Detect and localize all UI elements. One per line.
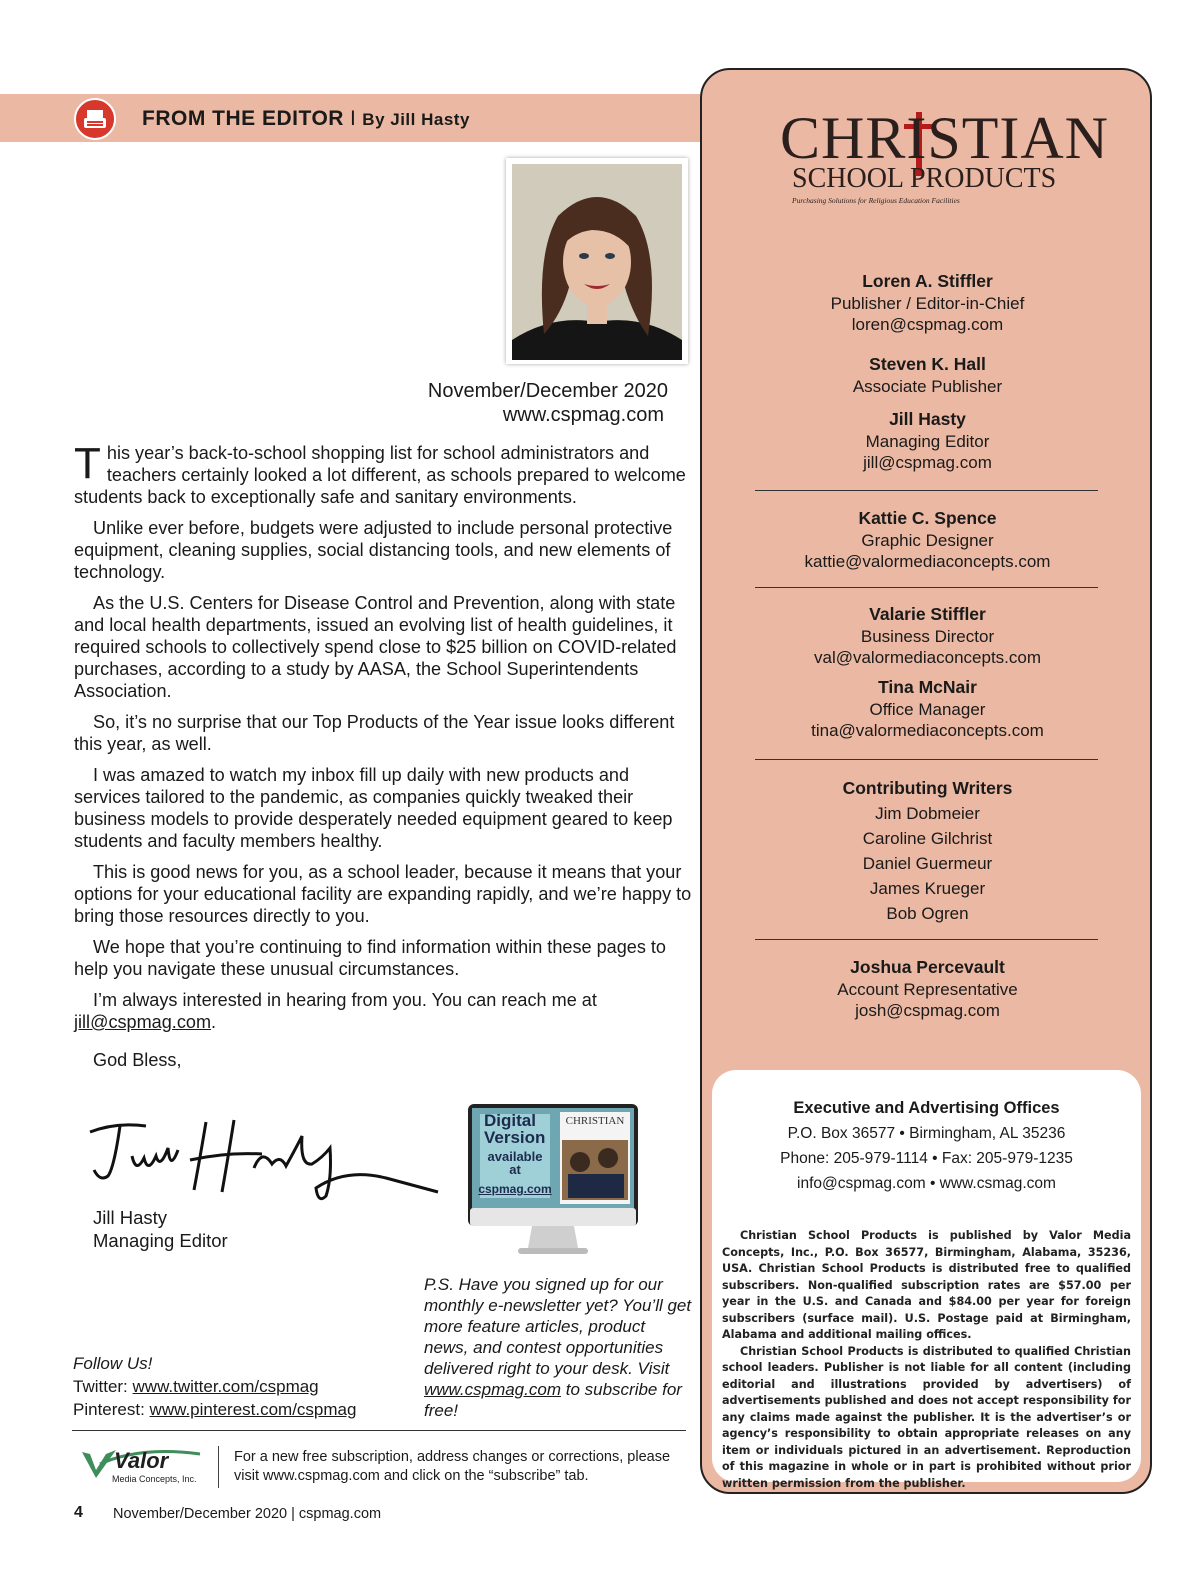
masthead-divider (755, 759, 1098, 760)
offices-phone: Phone: 205-979-1114 • Fax: 205-979-1235 (780, 1150, 1073, 1167)
staff-entry (700, 271, 1155, 336)
editor-email-link[interactable]: jill@cspmag.com (74, 1012, 212, 1032)
subscription-note: For a new free subscription, address changes or corrections, please visit www.cspmag.com and click on the “subscribe” tab. (234, 1449, 671, 1484)
paragraph: This year’s back-to-school shopping list for school administrators and teachers certainly looked a lot different, as schools prepared to welcome students back to exceptionally safe and sanitary environments. (74, 439, 686, 507)
signer-name: Jill Hasty (93, 1207, 168, 1228)
staff-name: Kattie C. Spence (858, 508, 997, 528)
staff-entry (700, 409, 1155, 474)
byline: By Jill Hasty (362, 110, 470, 129)
contributor: James Krueger (869, 879, 986, 898)
editor-letter (74, 439, 694, 1080)
logo-tagline: Purchasing Solutions for Religious Education Facilities (792, 196, 960, 205)
offices-address: P.O. Box 36577 • Birmingham, AL 35236 (787, 1125, 1066, 1142)
staff-name: Loren A. Stiffler (862, 271, 993, 291)
paragraph: As the U.S. Centers for Disease Control and Prevention, along with state and local health departments, issued an evolving list of health guidelines, it required schools to collectively spend close to $25 billion on COVID-related purchases, according to a study by AASA, the School Superintendents Association. (74, 593, 677, 701)
promo-line: Version (484, 1128, 546, 1147)
staff-entry (700, 508, 1155, 573)
digital-version-promo[interactable]: Digital Version available at cspmag.com CHRISTIAN (466, 1104, 640, 1266)
staff-role: Office Manager (869, 699, 986, 719)
staff-role: Graphic Designer (861, 530, 994, 550)
staff-role: Publisher / Editor-in-Chief (830, 293, 1025, 313)
footer-divider (72, 1430, 686, 1431)
closing: God Bless, (93, 1050, 182, 1070)
staff-name: Jill Hasty (889, 409, 966, 429)
legal-paragraph: Christian School Products is distributed to qualified Christian school leaders. Publisher is not liable for all content (including editorial and illustrations provided by advertisers) of advertisements published and does not accept responsibility for any claims made against the publisher. It is the advertiser’s or agency’s responsibility to obtain appropriate releases on any item or individuals pictured in an advertisement. Reproduction of this magazine in whole or in part is prohibited without prior written permission from the publisher. (722, 1344, 1131, 1490)
staff-email[interactable]: josh@cspmag.com (855, 1001, 1000, 1020)
issue-date: November/December 2020 (427, 380, 668, 402)
staff-email[interactable]: jill@cspmag.com (863, 453, 992, 472)
logo-word-school-products: SCHOOL PRODUCTS (792, 163, 1057, 194)
paragraph: So, it’s no surprise that our Top Products of the Year issue looks different this year, as well. (74, 712, 675, 754)
staff-name: Tina McNair (878, 677, 977, 697)
christian-school-products-logo (780, 105, 1110, 210)
page-number: 4 (74, 1504, 83, 1521)
paragraph: This is good news for you, as a school leader, because it means that your options for your educational facility are expanding rapidly, and we’re happy to bring those resources directly to you. (74, 862, 692, 926)
ps-note: P.S. Have you signed up for our monthly e-newsletter yet? You’ll get more feature articles, product news, and contest opportunities delivered right to your desk. Visit www.cspmag.com to subscribe for free! (424, 1275, 692, 1420)
staff-name: Steven K. Hall (869, 354, 986, 374)
staff-email[interactable]: tina@valormediaconcepts.com (811, 721, 1044, 740)
signature-block (93, 1206, 228, 1252)
legal-notice (722, 1228, 1131, 1492)
contributor: Caroline Gilchrist (862, 829, 993, 848)
promo-line: at (509, 1162, 521, 1177)
pinterest-link[interactable]: www.pinterest.com/cspmag (149, 1400, 357, 1419)
contributor: Bob Ogren (886, 904, 969, 923)
offices-info (712, 1096, 1141, 1196)
staff-entry (700, 604, 1155, 669)
follow-heading: Follow Us! (73, 1354, 153, 1373)
paragraph: We hope that you’re continuing to find information within these pages to help you navigate these unusual circumstances. (74, 937, 666, 979)
staff-name: Joshua Percevault (850, 957, 1005, 977)
paragraph: Unlike ever before, budgets were adjusted to include personal protective equipment, cleaning supplies, social distancing tools, and new elements of technology. (74, 518, 673, 582)
promo-url[interactable]: cspmag.com (478, 1182, 552, 1196)
issue-website: www.cspmag.com (502, 404, 664, 426)
social-links: Follow Us! Twitter: www.twitter.com/cspmag Pinterest: www.pinterest.com/cspmag (73, 1354, 357, 1419)
logo-word-christian: CHRISTIAN (780, 105, 1110, 171)
contributors-heading: Contributing Writers (842, 778, 1013, 798)
staff-entry (700, 354, 1155, 397)
staff-entry (700, 677, 1155, 742)
section-title (142, 107, 470, 131)
staff-role: Account Representative (837, 979, 1018, 999)
offices-heading: Executive and Advertising Offices (793, 1099, 1060, 1117)
staff-role: Associate Publisher (852, 376, 1003, 396)
staff-role: Managing Editor (865, 431, 990, 451)
logo-divider (218, 1446, 219, 1488)
staff-email[interactable]: val@valormediaconcepts.com (813, 648, 1042, 667)
valor-wordmark: Valor (114, 1448, 169, 1473)
staff-entry (700, 957, 1155, 1022)
handwritten-signature (86, 1108, 446, 1208)
signer-title: Managing Editor (93, 1230, 228, 1251)
masthead-divider (755, 587, 1098, 588)
promo-line: Digital (484, 1111, 536, 1130)
staff-email[interactable]: loren@cspmag.com (851, 315, 1004, 334)
masthead-divider (755, 939, 1098, 940)
drop-cap: T (74, 439, 101, 488)
page-footer: November/December 2020 | cspmag.com (113, 1506, 382, 1522)
twitter-link[interactable]: www.twitter.com/cspmag (132, 1377, 319, 1396)
typewriter-icon (74, 98, 116, 140)
contact-paragraph: I’m always interested in hearing from you. You can reach me at jill@cspmag.com. (74, 990, 597, 1032)
contributor: Daniel Guermeur (862, 854, 993, 873)
promo-line: available (487, 1149, 543, 1164)
contributors-list (700, 776, 1155, 926)
masthead-divider (755, 490, 1098, 491)
section-name: FROM THE EDITOR (142, 107, 344, 130)
valor-subtitle: Media Concepts, Inc. (112, 1474, 197, 1484)
contributor: Jim Dobmeier (875, 804, 980, 823)
staff-name: Valarie Stiffler (869, 604, 986, 624)
newsletter-link[interactable]: www.cspmag.com (424, 1380, 561, 1399)
valor-logo (80, 1444, 210, 1490)
editor-portrait (512, 164, 682, 360)
legal-paragraph: Christian School Products is published by Valor Media Concepts, Inc., P.O. Box 36577, Birmingham, Alabama, 35236, USA. Christian School Products is distributed free to qualified subscribers. Non-qualified subscription rates are $57.00 per year in the U.S. and Canada and $84.00 per year for foreign subscribers (surface mail). U.S. Postage paid at Birmingham, Alabama and additional mailing offices. (722, 1229, 1131, 1341)
title-separator: I (349, 107, 357, 130)
staff-email[interactable]: kattie@valormediaconcepts.com (804, 552, 1051, 571)
offices-web[interactable]: info@cspmag.com • www.csmag.com (797, 1175, 1056, 1192)
staff-role: Business Director (860, 626, 995, 646)
paragraph: I was amazed to watch my inbox fill up daily with new products and services tailored to the pandemic, as companies quickly tweaked their business models to provide desperately needed equipment geared to keep students and faculty members healthy. (74, 765, 673, 851)
